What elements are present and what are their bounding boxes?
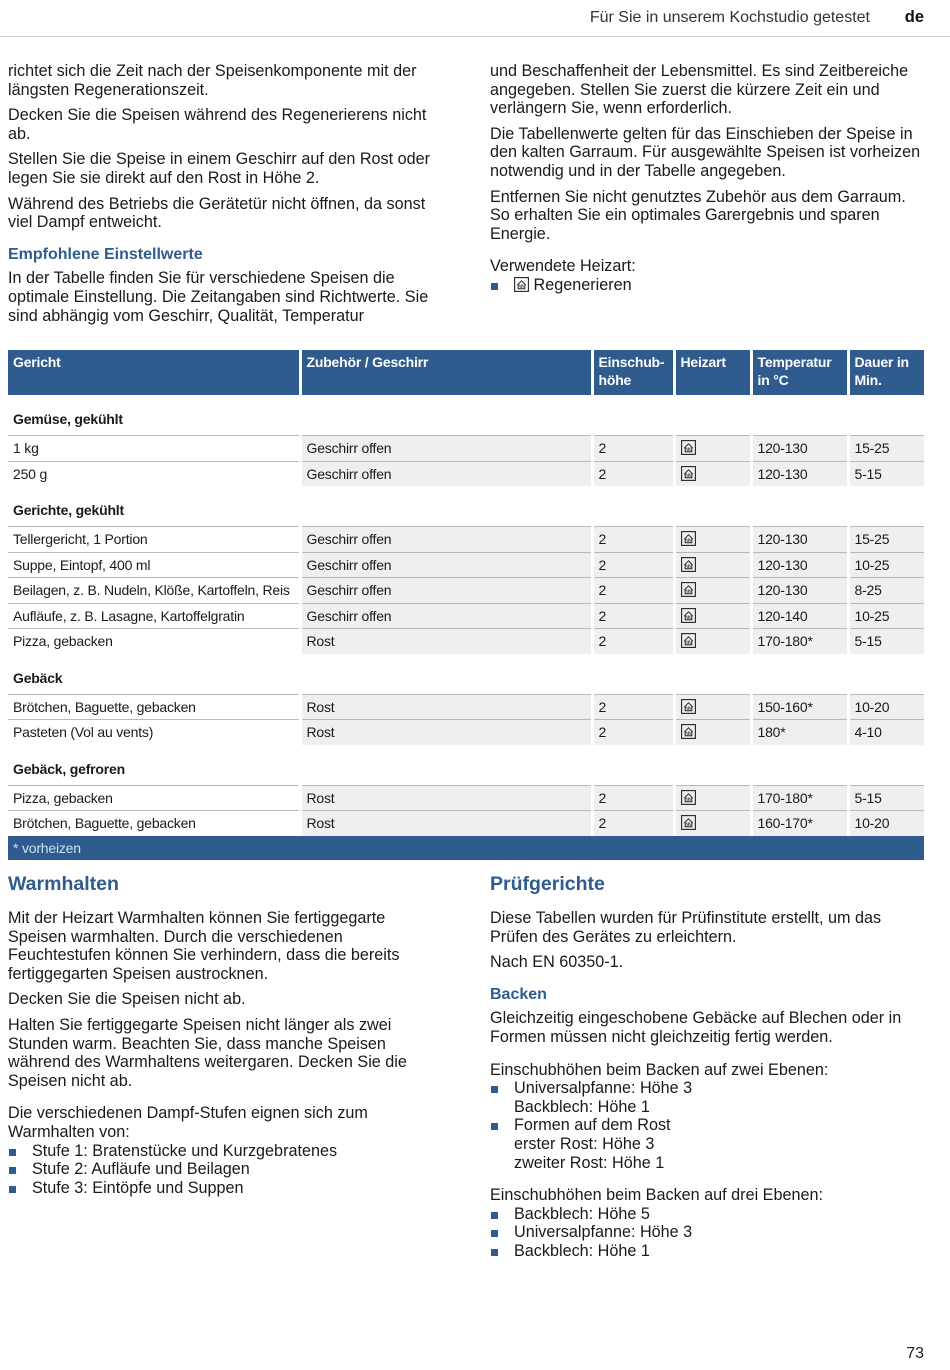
- dish-cell: Pasteten (Vol au vents): [8, 720, 300, 745]
- list-item: Stufe 1: Bratenstücke und Kurzgebratenes: [8, 1142, 444, 1161]
- temperature-cell: 180*: [751, 720, 848, 745]
- shelf-level-cell: 2: [592, 527, 674, 553]
- heating-mode-cell: [674, 552, 751, 578]
- temperature-cell: 120-140: [751, 603, 848, 629]
- heating-mode-cell: [674, 603, 751, 629]
- accessory-cell: Geschirr offen: [300, 436, 592, 462]
- column-header: Dauer in Min.: [848, 350, 924, 395]
- duration-cell: 5-15: [848, 785, 924, 811]
- duration-cell: 10-25: [848, 552, 924, 578]
- list-item-line: Formen auf dem Rost: [514, 1116, 671, 1135]
- steam-level-list: [8, 1142, 444, 1198]
- heating-mode-cell: [674, 527, 751, 553]
- accessory-cell: Rost: [300, 785, 592, 811]
- temperature-cell: 120-130: [751, 436, 848, 462]
- paragraph: In der Tabelle finden Sie für verschiedene Speisen die optimale Einstellung. Die Zeitangaben sind Richtwerte. Sie sind abhängig vom Geschirr, Qualität, Temperatur: [8, 269, 429, 325]
- regenerate-icon: [681, 790, 696, 805]
- column-header: Gericht: [8, 350, 300, 395]
- three-levels-list: [490, 1205, 926, 1261]
- shelf-level-cell: 2: [592, 552, 674, 578]
- column-header: Temperatur in °C: [751, 350, 848, 395]
- subsection-heading: Backen: [490, 985, 547, 1003]
- three-levels-label: Einschubhöhen beim Backen auf drei Ebenen:: [490, 1186, 823, 1205]
- shelf-level-cell: 2: [592, 811, 674, 836]
- list-item-line: Universalpfanne: Höhe 3: [514, 1079, 693, 1098]
- group-label: Gebäck, gefroren: [8, 745, 924, 786]
- table-row: [8, 461, 924, 486]
- heating-mode-cell: [674, 785, 751, 811]
- table-body: [8, 395, 924, 860]
- pruefgerichte-section: [490, 873, 926, 1268]
- column-header: Heizart: [674, 350, 751, 395]
- duration-cell: 10-20: [848, 694, 924, 720]
- dish-cell: Brötchen, Baguette, gebacken: [8, 811, 300, 836]
- table-group-row: [8, 745, 924, 786]
- regenerate-icon: [681, 557, 696, 572]
- settings-table: [8, 350, 924, 860]
- section-title: Prüfgerichte: [490, 873, 605, 895]
- two-levels-list: [490, 1079, 926, 1172]
- regenerate-icon: [681, 724, 696, 739]
- top-left-column: [8, 62, 444, 332]
- accessory-cell: Rost: [300, 694, 592, 720]
- heating-mode-cell: [674, 811, 751, 836]
- heizart-label: Verwendete Heizart:: [490, 257, 636, 276]
- accessory-cell: Rost: [300, 629, 592, 654]
- paragraph: Mit der Heizart Warmhalten können Sie fertiggegarte Speisen warmhalten. Durch die verschiedenen Feuchtestufen können Sie verhindern, dass die bereits fertiggegarten Speisen austrocknen.: [8, 909, 400, 983]
- heating-mode-cell: [674, 720, 751, 745]
- duration-cell: 15-25: [848, 527, 924, 553]
- table-row: [8, 552, 924, 578]
- paragraph: Nach EN 60350-1.: [490, 953, 624, 972]
- paragraph: Entfernen Sie nicht genutztes Zubehör aus dem Garraum. So erhalten Sie ein optimales Garergebnis und sparen Energie.: [490, 187, 906, 243]
- temperature-cell: 150-160*: [751, 694, 848, 720]
- dish-cell: Pizza, gebacken: [8, 629, 300, 654]
- dish-cell: Beilagen, z. B. Nudeln, Klöße, Kartoffeln, Reis: [8, 578, 300, 604]
- table-footnote-row: [8, 836, 924, 860]
- table-row: [8, 811, 924, 836]
- shelf-level-cell: 2: [592, 461, 674, 486]
- regenerate-icon: [681, 608, 696, 623]
- paragraph: Diese Tabellen wurden für Prüfinstitute erstellt, um das Prüfen des Gerätes zu erleichtern.: [490, 909, 882, 946]
- table-row: [8, 527, 924, 553]
- footnote: * vorheizen: [8, 836, 924, 860]
- duration-cell: 15-25: [848, 436, 924, 462]
- shelf-level-cell: 2: [592, 629, 674, 654]
- duration-cell: 5-15: [848, 461, 924, 486]
- regenerate-icon: [681, 633, 696, 648]
- list-item: Stufe 2: Aufläufe und Beilagen: [8, 1160, 444, 1179]
- list-item: Stufe 3: Eintöpfe und Suppen: [8, 1179, 444, 1198]
- heizart-list: [490, 276, 926, 295]
- section-title: Warmhalten: [8, 873, 119, 895]
- regenerate-icon: [681, 699, 696, 714]
- section-heading: Empfohlene Einstellwerte: [8, 245, 203, 263]
- list-item: Backblech: Höhe 5: [490, 1205, 926, 1224]
- temperature-cell: 170-180*: [751, 629, 848, 654]
- accessory-cell: Geschirr offen: [300, 552, 592, 578]
- list-item: [490, 1116, 926, 1172]
- table-group-row: [8, 654, 924, 695]
- list-item: Universalpfanne: Höhe 3: [490, 1223, 926, 1242]
- regenerate-icon: [681, 531, 696, 546]
- duration-cell: 4-10: [848, 720, 924, 745]
- language-tag: de: [904, 8, 924, 26]
- duration-cell: 10-20: [848, 811, 924, 836]
- heating-mode-cell: [674, 436, 751, 462]
- top-right-column: [490, 62, 926, 302]
- list-item: [490, 1079, 926, 1116]
- heizart-item-label: Regenerieren: [533, 275, 632, 294]
- heating-mode-cell: [674, 461, 751, 486]
- temperature-cell: 120-130: [751, 578, 848, 604]
- heating-mode-cell: [674, 578, 751, 604]
- table-row: [8, 436, 924, 462]
- paragraph: richtet sich die Zeit nach der Speisenkomponente mit der längsten Regenerationszeit.: [8, 62, 417, 99]
- column-header: Zubehör / Geschirr: [300, 350, 592, 395]
- paragraph: Die verschiedenen Dampf-Stufen eignen sich zum Warmhalten von:: [8, 1104, 368, 1141]
- paragraph: Halten Sie fertiggegarte Speisen nicht länger als zwei Stunden warm. Beachten Sie, dass manche Speisen während des Warmhaltens weitergaren. Decken Sie die Speisen nicht ab.: [8, 1015, 407, 1090]
- paragraph: Decken Sie die Speisen während des Regenerierens nicht ab.: [8, 106, 427, 143]
- accessory-cell: Geschirr offen: [300, 603, 592, 629]
- regenerate-icon: [681, 440, 696, 455]
- temperature-cell: 120-130: [751, 552, 848, 578]
- paragraph: Decken Sie die Speisen nicht ab.: [8, 990, 246, 1009]
- regenerate-icon: [681, 815, 696, 830]
- shelf-level-cell: 2: [592, 578, 674, 604]
- dish-cell: 250 g: [8, 461, 300, 486]
- regenerate-icon: [681, 582, 696, 597]
- duration-cell: 10-25: [848, 603, 924, 629]
- accessory-cell: Geschirr offen: [300, 527, 592, 553]
- two-levels-label: Einschubhöhen beim Backen auf zwei Ebenen:: [490, 1060, 829, 1079]
- dish-cell: 1 kg: [8, 436, 300, 462]
- paragraph: Stellen Sie die Speise in einem Geschirr auf den Rost oder legen Sie sie direkt auf den Rost in Höhe 2.: [8, 150, 431, 187]
- accessory-cell: Rost: [300, 811, 592, 836]
- paragraph: Während des Betriebs die Gerätetür nicht öffnen, da sonst viel Dampf entweicht.: [8, 194, 426, 232]
- table-row: [8, 720, 924, 745]
- group-label: Gemüse, gekühlt: [8, 395, 924, 436]
- paragraph: Die Tabellenwerte gelten für das Einschieben der Speise in den kalten Garraum. Für ausgewählte Speisen ist vorheizen notwendig und in der Tabelle angegeben.: [490, 124, 921, 180]
- shelf-level-cell: 2: [592, 603, 674, 629]
- temperature-cell: 120-130: [751, 461, 848, 486]
- list-item-line: Backblech: Höhe 1: [514, 1097, 650, 1116]
- shelf-level-cell: 2: [592, 720, 674, 745]
- dish-cell: Suppe, Eintopf, 400 ml: [8, 552, 300, 578]
- group-label: Gebäck: [8, 654, 924, 695]
- temperature-cell: 120-130: [751, 527, 848, 553]
- table-row: [8, 629, 924, 654]
- column-header: Einschub-höhe: [592, 350, 674, 395]
- list-item-line: zweiter Rost: Höhe 1: [514, 1153, 665, 1172]
- accessory-cell: Geschirr offen: [300, 578, 592, 604]
- heating-mode-cell: [674, 694, 751, 720]
- table-row: [8, 694, 924, 720]
- table-row: [8, 603, 924, 629]
- accessory-cell: Geschirr offen: [300, 461, 592, 486]
- list-item-line: erster Rost: Höhe 3: [514, 1134, 655, 1153]
- table-group-row: [8, 395, 924, 436]
- regenerate-icon: [514, 277, 529, 292]
- temperature-cell: 170-180*: [751, 785, 848, 811]
- paragraph: Gleichzeitig eingeschobene Gebäcke auf Blechen oder in Formen müssen nicht gleichzeitig fertig werden.: [490, 1009, 902, 1046]
- shelf-level-cell: 2: [592, 785, 674, 811]
- paragraph: und Beschaffenheit der Lebensmittel. Es sind Zeitbereiche angegeben. Stellen Sie zuerst die kürzere Zeit ein und verlängern Sie, wenn erforderlich.: [490, 62, 909, 118]
- duration-cell: 8-25: [848, 578, 924, 604]
- dish-cell: Aufläufe, z. B. Lasagne, Kartoffelgratin: [8, 603, 300, 629]
- table-row: [8, 785, 924, 811]
- warmhalten-section: [8, 873, 444, 1204]
- duration-cell: 5-15: [848, 629, 924, 654]
- table-group-row: [8, 486, 924, 527]
- running-header-title: Für Sie in unserem Kochstudio getestet: [589, 9, 870, 26]
- list-item: [490, 276, 926, 295]
- group-label: Gerichte, gekühlt: [8, 486, 924, 527]
- dish-cell: Tellergericht, 1 Portion: [8, 527, 300, 553]
- dish-cell: Pizza, gebacken: [8, 785, 300, 811]
- temperature-cell: 160-170*: [751, 811, 848, 836]
- page-number: 73: [906, 1345, 924, 1362]
- heating-mode-cell: [674, 629, 751, 654]
- table-header-row: [8, 350, 924, 395]
- list-item: Backblech: Höhe 1: [490, 1242, 926, 1261]
- dish-cell: Brötchen, Baguette, gebacken: [8, 694, 300, 720]
- regenerate-icon: [681, 466, 696, 481]
- accessory-cell: Rost: [300, 720, 592, 745]
- shelf-level-cell: 2: [592, 694, 674, 720]
- table-row: [8, 578, 924, 604]
- shelf-level-cell: 2: [592, 436, 674, 462]
